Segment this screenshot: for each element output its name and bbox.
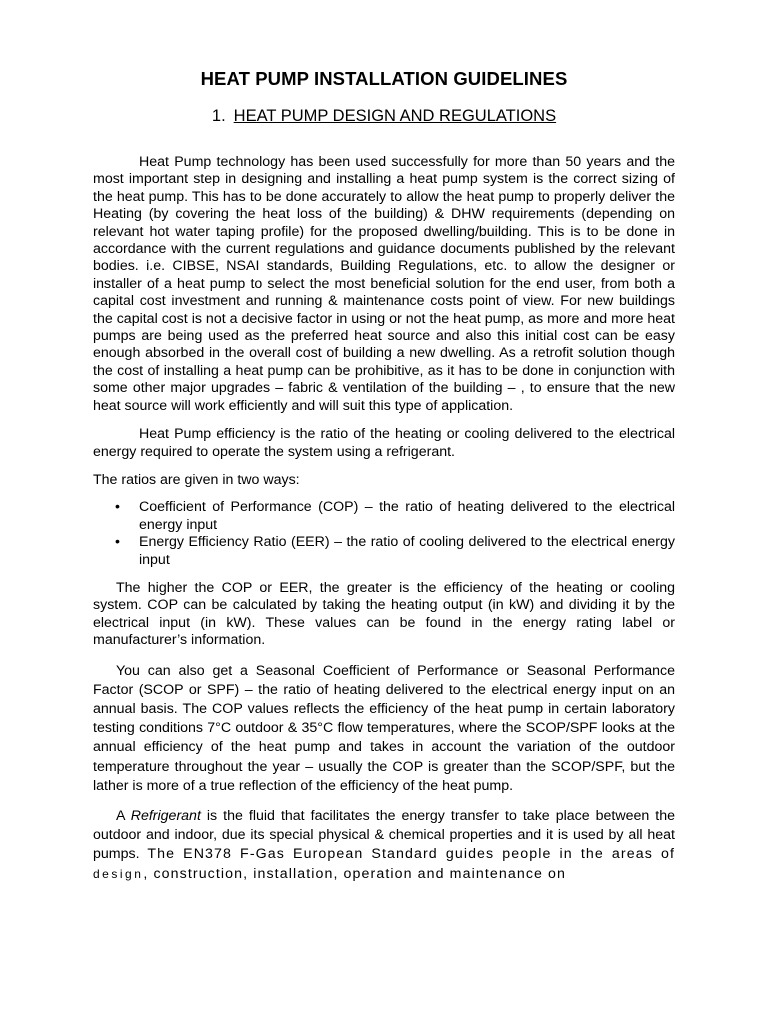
section-title: HEAT PUMP DESIGN AND REGULATIONS — [233, 107, 557, 125]
ratios-list — [93, 499, 675, 569]
refrigerant-text-1: is the fluid that facilitates the energy transfer to take place between the outdoor and indoor, due its special physical & chemical properties and it is used by all heat pumps. — [93, 807, 676, 863]
list-item — [93, 534, 675, 569]
section-heading — [0, 107, 768, 126]
bullet-icon: • — [115, 534, 120, 551]
paragraph-scop-spf: You can also get a Seasonal Coefficient of Performance or Seasonal Performance Factor (SCOP or SPF) – the ratio of heating delivered to the electrical energy input on an annual basis. The COP values reflects the efficiency of the heat pump in certain laboratory testing conditions 7°C outdoor & 35°C flow temperatures, where the SCOP/SPF looks at the annual efficiency of the heat pump and takes in account the variation of the outdoor temperature throughout the year – usually the COP is greater than the SCOP/SPF, but the lather is more of a true reflection of the efficiency of the heat pump. — [93, 662, 675, 794]
bullet-icon: • — [115, 499, 120, 516]
paragraph-ratios-intro: The ratios are given in two ways: — [93, 471, 300, 488]
refrigerant-prefix: A — [116, 807, 131, 824]
paragraph-cop-eer: The higher the COP or EER, the greater is the efficiency of the heating or cooling system. COP can be calculated by taking the heating output (in kW) and dividing it by the electrical input (in kW). These values can be found in the energy rating label or manufacturer’s information. — [93, 579, 675, 649]
refrigerant-word-design: design — [93, 866, 144, 881]
list-item-text: Coefficient of Performance (COP) – the ratio of heating delivered to the electrical energy input — [139, 499, 675, 533]
paragraph-sizing: Heat Pump technology has been used successfully for more than 50 years and the most important step in designing and installing a heat pump system is the correct sizing of the heat pump. This has to be done accurately to allow the heat pump to properly deliver the Heating (by covering the heat loss of the building) & DHW requirements (depending on relevant hot water taping profile) for the proposed dwelling/building. This is to be done in accordance with the current regulations and guidance documents published by the relevant bodies. i.e. CIBSE, NSAI standards, Building Regulations, etc. to allow the designer or installer of a heat pump to select the most beneficial solution for the end user, from both a capital cost investment and running & maintenance costs point of view. For new buildings the capital cost is not a decisive factor in using or not the heat pump, as more and more heat pumps are being used as the preferred heat source and also this initial cost can be easy enough absorbed in the overall cost of building a new dwelling. As a retrofit solution though the cost of installing a heat pump can be prohibitive, as it has to be done in conjunction with some other major upgrades – fabric & ventilation of the building – , to ensure that the new heat source will work efficiently and will suit this type of application. — [93, 154, 675, 414]
document-title: HEAT PUMP INSTALLATION GUIDELINES — [200, 68, 568, 89]
refrigerant-text-2: The EN378 F-Gas European Standard guides people in the areas of — [139, 846, 675, 863]
document-body — [93, 154, 675, 884]
paragraph-refrigerant — [93, 807, 675, 884]
section-number: 1. — [211, 107, 226, 125]
paragraph-efficiency: Heat Pump efficiency is the ratio of the heating or cooling delivered to the electrical energy required to operate the system using a refrigerant. — [93, 426, 675, 460]
list-item — [93, 499, 675, 534]
refrigerant-term: Refrigerant — [130, 807, 201, 824]
list-item-text: Energy Efficiency Ratio (EER) – the ratio of cooling delivered to the electrical energy input — [139, 534, 675, 568]
refrigerant-text-3: , construction, installation, operation and maintenance on — [143, 865, 567, 882]
